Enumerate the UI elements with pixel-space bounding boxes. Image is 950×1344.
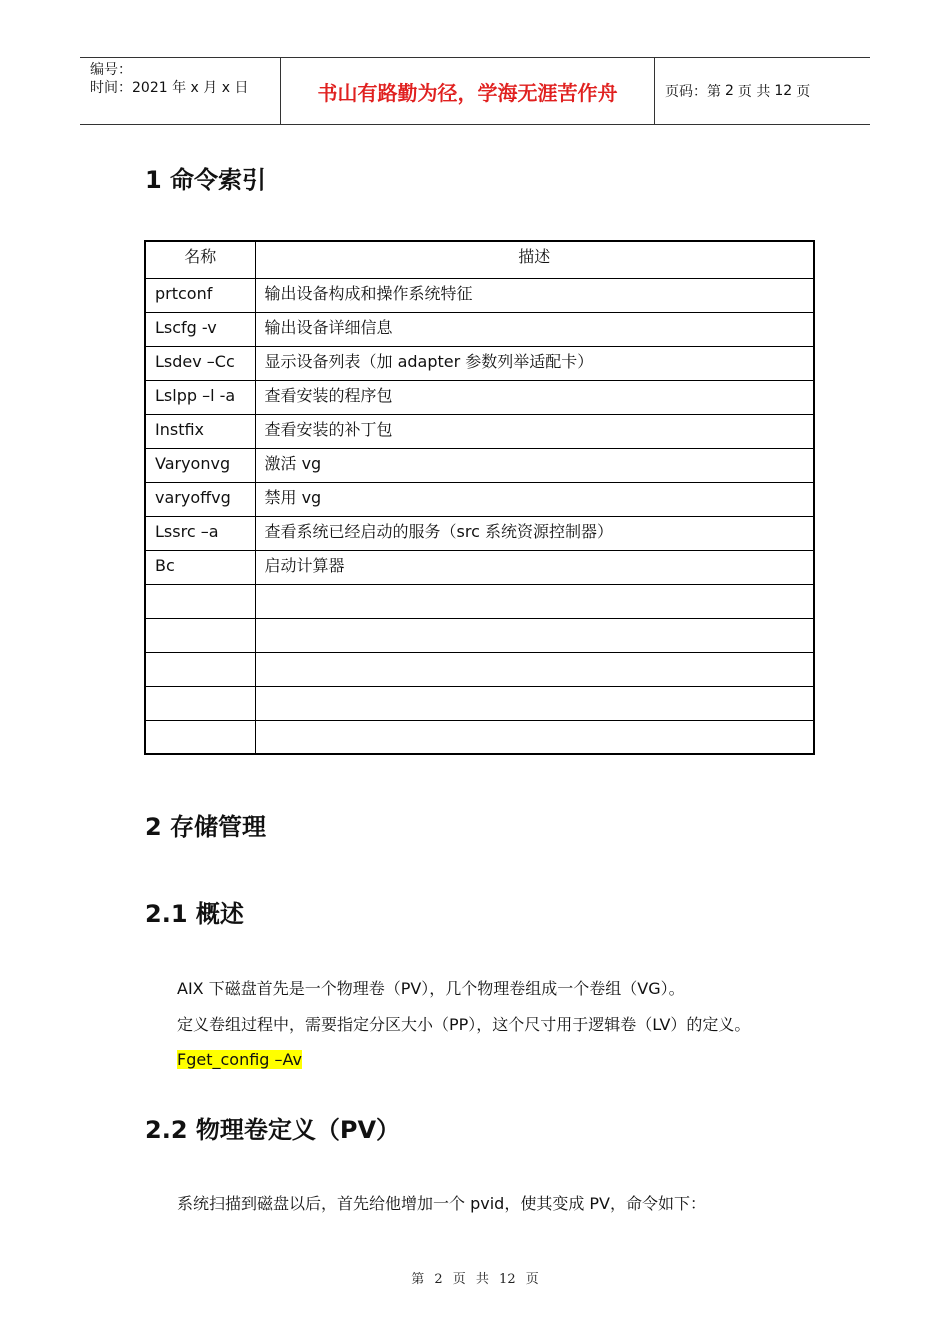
command-description-cell: [255, 618, 814, 652]
header-meta: [80, 58, 281, 124]
table-row: [145, 346, 814, 380]
command-description-cell: 查看安装的程序包: [255, 380, 814, 414]
table-header-description: 描述: [255, 241, 814, 278]
command-table: [144, 240, 815, 755]
document-number-label: 编号：: [90, 62, 132, 78]
page-header: [80, 57, 870, 125]
command-description-cell: 启动计算器: [255, 550, 814, 584]
command-name-cell: [145, 686, 255, 720]
command-description-cell: 查看系统已经启动的服务（src 系统资源控制器）: [255, 516, 814, 550]
command-name-cell: Bc: [145, 550, 255, 584]
page-label-mid: 页 共: [737, 84, 771, 100]
page-current: 2: [725, 83, 734, 99]
overview-paragraph-1: AIX 下磁盘首先是一个物理卷（PV），几个物理卷组成一个卷组（VG）。: [177, 979, 685, 998]
table-row: [145, 278, 814, 312]
command-description-cell: 显示设备列表（加 adapter 参数列举适配卡）: [255, 346, 814, 380]
table-row: [145, 516, 814, 550]
page-label-prefix: 页码：第: [665, 84, 721, 100]
page-label-suffix: 页: [796, 84, 811, 100]
command-name-cell: [145, 720, 255, 754]
command-description-cell: [255, 652, 814, 686]
command-name-cell: Lslpp –l -a: [145, 380, 255, 414]
command-description-cell: 输出设备详细信息: [255, 312, 814, 346]
command-description-cell: [255, 720, 814, 754]
header-motto: 书山有路勤为径，学海无涯苦作舟: [281, 58, 655, 124]
overview-command: [177, 1049, 302, 1071]
document-time-label: 时间：2021 年 x 月 x 日: [90, 80, 249, 96]
table-row: [145, 448, 814, 482]
section-heading-command-index: 1 命令索引: [145, 166, 267, 194]
command-name-cell: Lscfg -v: [145, 312, 255, 346]
section-heading-storage: 2 存储管理: [145, 813, 267, 841]
table-row: [145, 618, 814, 652]
table-row: [145, 550, 814, 584]
command-description-cell: [255, 584, 814, 618]
command-name-cell: prtconf: [145, 278, 255, 312]
table-row: [145, 414, 814, 448]
command-description-cell: 查看安装的补丁包: [255, 414, 814, 448]
table-row: [145, 686, 814, 720]
command-name-cell: Lsdev –Cc: [145, 346, 255, 380]
command-name-cell: Varyonvg: [145, 448, 255, 482]
command-name-cell: [145, 618, 255, 652]
table-header-row: [145, 241, 814, 278]
table-row: [145, 312, 814, 346]
page-total: 12: [774, 83, 793, 99]
table-header-name: 名称: [145, 241, 255, 278]
highlighted-command: Fget_config –Av: [177, 1050, 302, 1069]
table-row: [145, 380, 814, 414]
pv-paragraph-1: 系统扫描到磁盘以后，首先给他增加一个 pvid，使其变成 PV，命令如下：: [177, 1194, 706, 1213]
table-row: [145, 482, 814, 516]
command-name-cell: [145, 652, 255, 686]
table-row: [145, 652, 814, 686]
section-heading-overview: 2.1 概述: [145, 900, 244, 928]
table-row: [145, 720, 814, 754]
command-description-cell: 激活 vg: [255, 448, 814, 482]
command-description-cell: 禁用 vg: [255, 482, 814, 516]
command-description-cell: 输出设备构成和操作系统特征: [255, 278, 814, 312]
command-name-cell: [145, 584, 255, 618]
header-page-info: [655, 58, 870, 124]
overview-paragraph-2: 定义卷组过程中，需要指定分区大小（PP），这个尺寸用于逻辑卷（LV）的定义。: [177, 1015, 751, 1034]
command-name-cell: Instfix: [145, 414, 255, 448]
section-heading-pv-definition: 2.2 物理卷定义（PV）: [145, 1116, 401, 1144]
command-name-cell: Lssrc –a: [145, 516, 255, 550]
command-description-cell: [255, 686, 814, 720]
table-row: [145, 584, 814, 618]
page-footer: 第 2 页 共 12 页: [411, 1272, 539, 1287]
command-name-cell: varyoffvg: [145, 482, 255, 516]
